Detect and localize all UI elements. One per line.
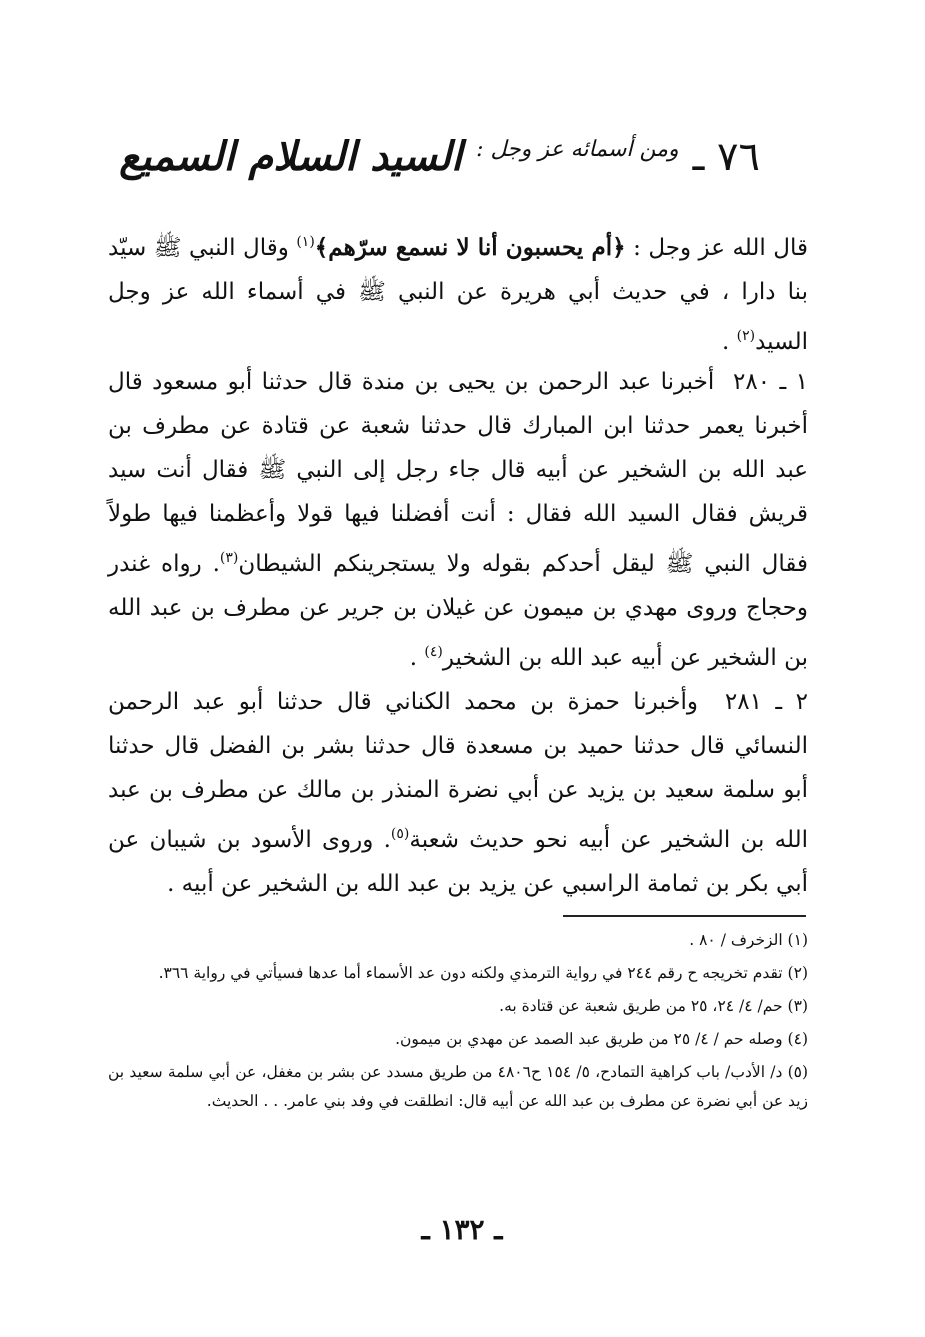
footnote-1: (١) الزخرف / ٨٠ . [689,931,808,949]
hadith-281-text-continued: . وروى الأسود بن شيبان عن أبي بكر بن ثمامة الراسبي عن يزيد بن عبد الله بن الشخير عن أبيه . [108,827,808,897]
hadith-281-number: ٢ ـ ٢٨١ [724,689,808,715]
footnote-5: (٥) د/ الأدب/ باب كراهية التمادح، ٥/ ١٥٤ ح٤٨٠٦ من طريق مسدد عن بشر بن مغفل، عن أبي سلمة سعيد بن زيد عن أبي نضرة عن مطرف بن عبد الله عن أبيه قال: انطلقت في وفد بني عامر. . . الحديث. [108,1063,809,1110]
section-number: ٧٦ ـ [692,134,760,180]
page-number: ـ ١٣٢ ـ [421,1213,503,1246]
hadith-281-text: وأخبرنا حمزة بن محمد الكناني قال حدثنا أبو عبد الرحمن النسائي قال حدثنا حميد بن مسعدة قال حدثنا بشر بن الفضل قال حدثنا أبو سلمة سعيد بن يزيد عن أبي نضرة المنذر بن مالك عن مطرف بن عبد الله بن الشخير عن أبيه نحو حديث شعبة [108,689,808,853]
footnotes [108,926,808,1116]
intro-end: . [721,329,730,355]
footnote-ref-1[interactable]: (١) [296,234,315,250]
intro-paragraph [108,220,832,364]
intro-lead: قال الله عز وجل : [633,235,809,261]
footnote-3: (٣) حم/ ٤/ ٢٤، ٢٥ من طريق شعبة عن قتادة به. [499,997,808,1015]
hadith-281-paragraph [108,680,832,906]
hadith-280-end: . [409,645,418,671]
intro-body: وقال النبي ﷺ سيّد بنا دارا ، في حديث أبي هريرة عن النبي ﷺ في أسماء الله عز وجل السيد [108,235,808,355]
footnote-ref-4[interactable]: (٤) [424,644,443,660]
footnote-divider [563,915,806,917]
quran-quote: ﴿أم يحسبون أنا لا نسمع سرّهم﴾ [314,234,626,261]
section-prefix: ومن أسمائه عز وجل : [476,137,679,162]
footnote-ref-5[interactable]: (٥) [390,826,410,842]
footnote-4: (٤) وصله حم / ٤/ ٢٥ من طريق عبد الصمد عن مهدي بن ميمون. [395,1030,808,1048]
hadith-280-text-continued: . رواه غندر وحجاج وروى مهدي بن ميمون عن غيلان بن جرير عن مطرف بن عبد الله بن الشخير عن أبيه عبد الله بن الشخير [108,551,808,671]
section-heading [119,118,760,189]
footnote-ref-2[interactable]: (٢) [736,328,756,344]
hadith-280-number: ١ ـ ٢٨٠ [733,369,808,395]
hadith-280-paragraph [108,360,832,680]
hadith-280-text: أخبرنا عبد الرحمن بن يحيى بن مندة قال حدثنا أبو مسعود قال أخبرنا يعمر حدثنا ابن المبارك قال حدثنا شعبة عن قتادة عن مطرف بن عبد الله بن الشخير عن أبيه قال جاء رجل إلى النبي ﷺ فقال أنت سيد قريش فقال السيد الله فقال : أنت أفضلنا فيها قولا وأعظمنا فيها طولاً فقال النبي ﷺ ليقل أحدكم بقوله ولا يستجرينكم الشيطان [108,369,808,577]
section-title: السيد السلام السميع [119,133,463,180]
footnote-2: (٢) تقدم تخريجه ح رقم ٢٤٤ في رواية الترمذي ولكنه دون عد الأسماء أما عدها فسيأتي في رواية ٣٦٦. [158,964,808,982]
footnote-ref-3[interactable]: (٣) [219,550,239,566]
